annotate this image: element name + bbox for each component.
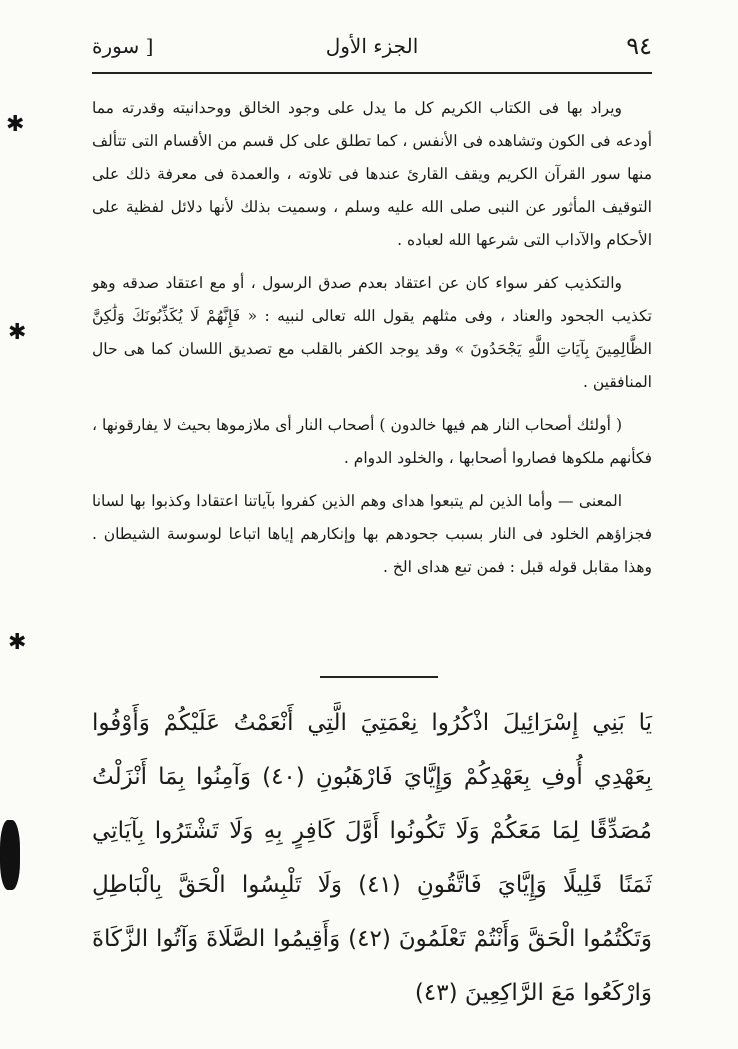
commentary-text [92,92,652,594]
section-separator [320,676,438,678]
ink-spot: ✱ [8,630,27,655]
paragraph: ويراد بها فى الكتاب الكريم كل ما يدل على وجود الخالق ووحدانيته وقدرته مما أودعه فى الكون وتشاهده فى الأنفس ، كما تطلق على كل قسم من الأقسام التى تتألف منها سور القرآن الكريم ويقف القارئ عندها فى تلاوته ، والعمدة فى معرفة ذلك على التوقيف المأثور عن النبى صلى الله عليه وسلم ، وسميت بذلك لأنها دلائل لفظية على الأحكام والآداب التى شرعها الله لعباده . [92,99,652,249]
ink-spot: ✱ [6,112,25,137]
ink-blot [0,820,20,890]
paragraph: المعنى — وأما الذين لم يتبعوا هداى وهم الذين كفروا بآياتنا اعتقادا وكذبوا بها لسانا فجزاؤهم الخلود فى النار بسبب جحودهم بها وإنكارهم إياها اتباعا لوسوسة الشيطان . وهذا مقابل قوله قبل : فمن تبع هداى الخ . [92,492,652,576]
quran-verses: يَا بَنِي إِسْرَائِيلَ اذْكُرُوا نِعْمَتِيَ الَّتِي أَنْعَمْتُ عَلَيْكُمْ وَأَوْفُوا بِعَهْدِي أُوفِ بِعَهْدِكُمْ وَإِيَّايَ فَارْهَبُونِ (٤٠) وَآمِنُوا بِمَا أَنْزَلْتُ مُصَدِّقًا لِمَا مَعَكُمْ وَلَا تَكُونُوا أَوَّلَ كَافِرٍ بِهِ وَلَا تَشْتَرُوا بِآيَاتِي ثَمَنًا قَلِيلًا وَإِيَّايَ فَاتَّقُونِ (٤١) وَلَا تَلْبِسُوا الْحَقَّ بِالْبَاطِلِ وَتَكْتُمُوا الْحَقَّ وَأَنْتُمْ تَعْلَمُونَ (٤٢) وَأَقِيمُوا الصَّلَاةَ وَآتُوا الزَّكَاةَ وَارْكَعُوا مَعَ الرَّاكِعِينَ (٤٣) [92,710,652,1006]
header-rule [92,72,652,74]
page-number: ٩٤ [626,32,652,60]
paragraph: ( أولئك أصحاب النار هم فيها خالدون ) أصحاب النار أى ملازموها بحيث لا يفارقونها ، فكأنهم ملكوها فصاروا أصحابها ، والخلود الدوام . [92,416,652,467]
ink-spot: ✱ [8,320,27,345]
surah-label: [ سورة [92,34,154,58]
page-header [92,30,652,70]
paragraph: والتكذيب كفر سواء كان عن اعتقاد بعدم صدق الرسول ، أو مع اعتقاد صدقه وهو تكذيب الجحود والعناد ، وفى مثلهم يقول الله تعالى لنبيه : « فَإِنَّهُمْ لَا يُكَذِّبُونَكَ وَلَٰكِنَّ الظَّالِمِينَ بِآيَاتِ اللَّهِ يَجْحَدُونَ » وقد يوجد الكفر بالقلب مع تصديق اللسان كما هى حال المنافقين . [92,274,652,391]
running-title: الجزء الأول [325,34,419,58]
